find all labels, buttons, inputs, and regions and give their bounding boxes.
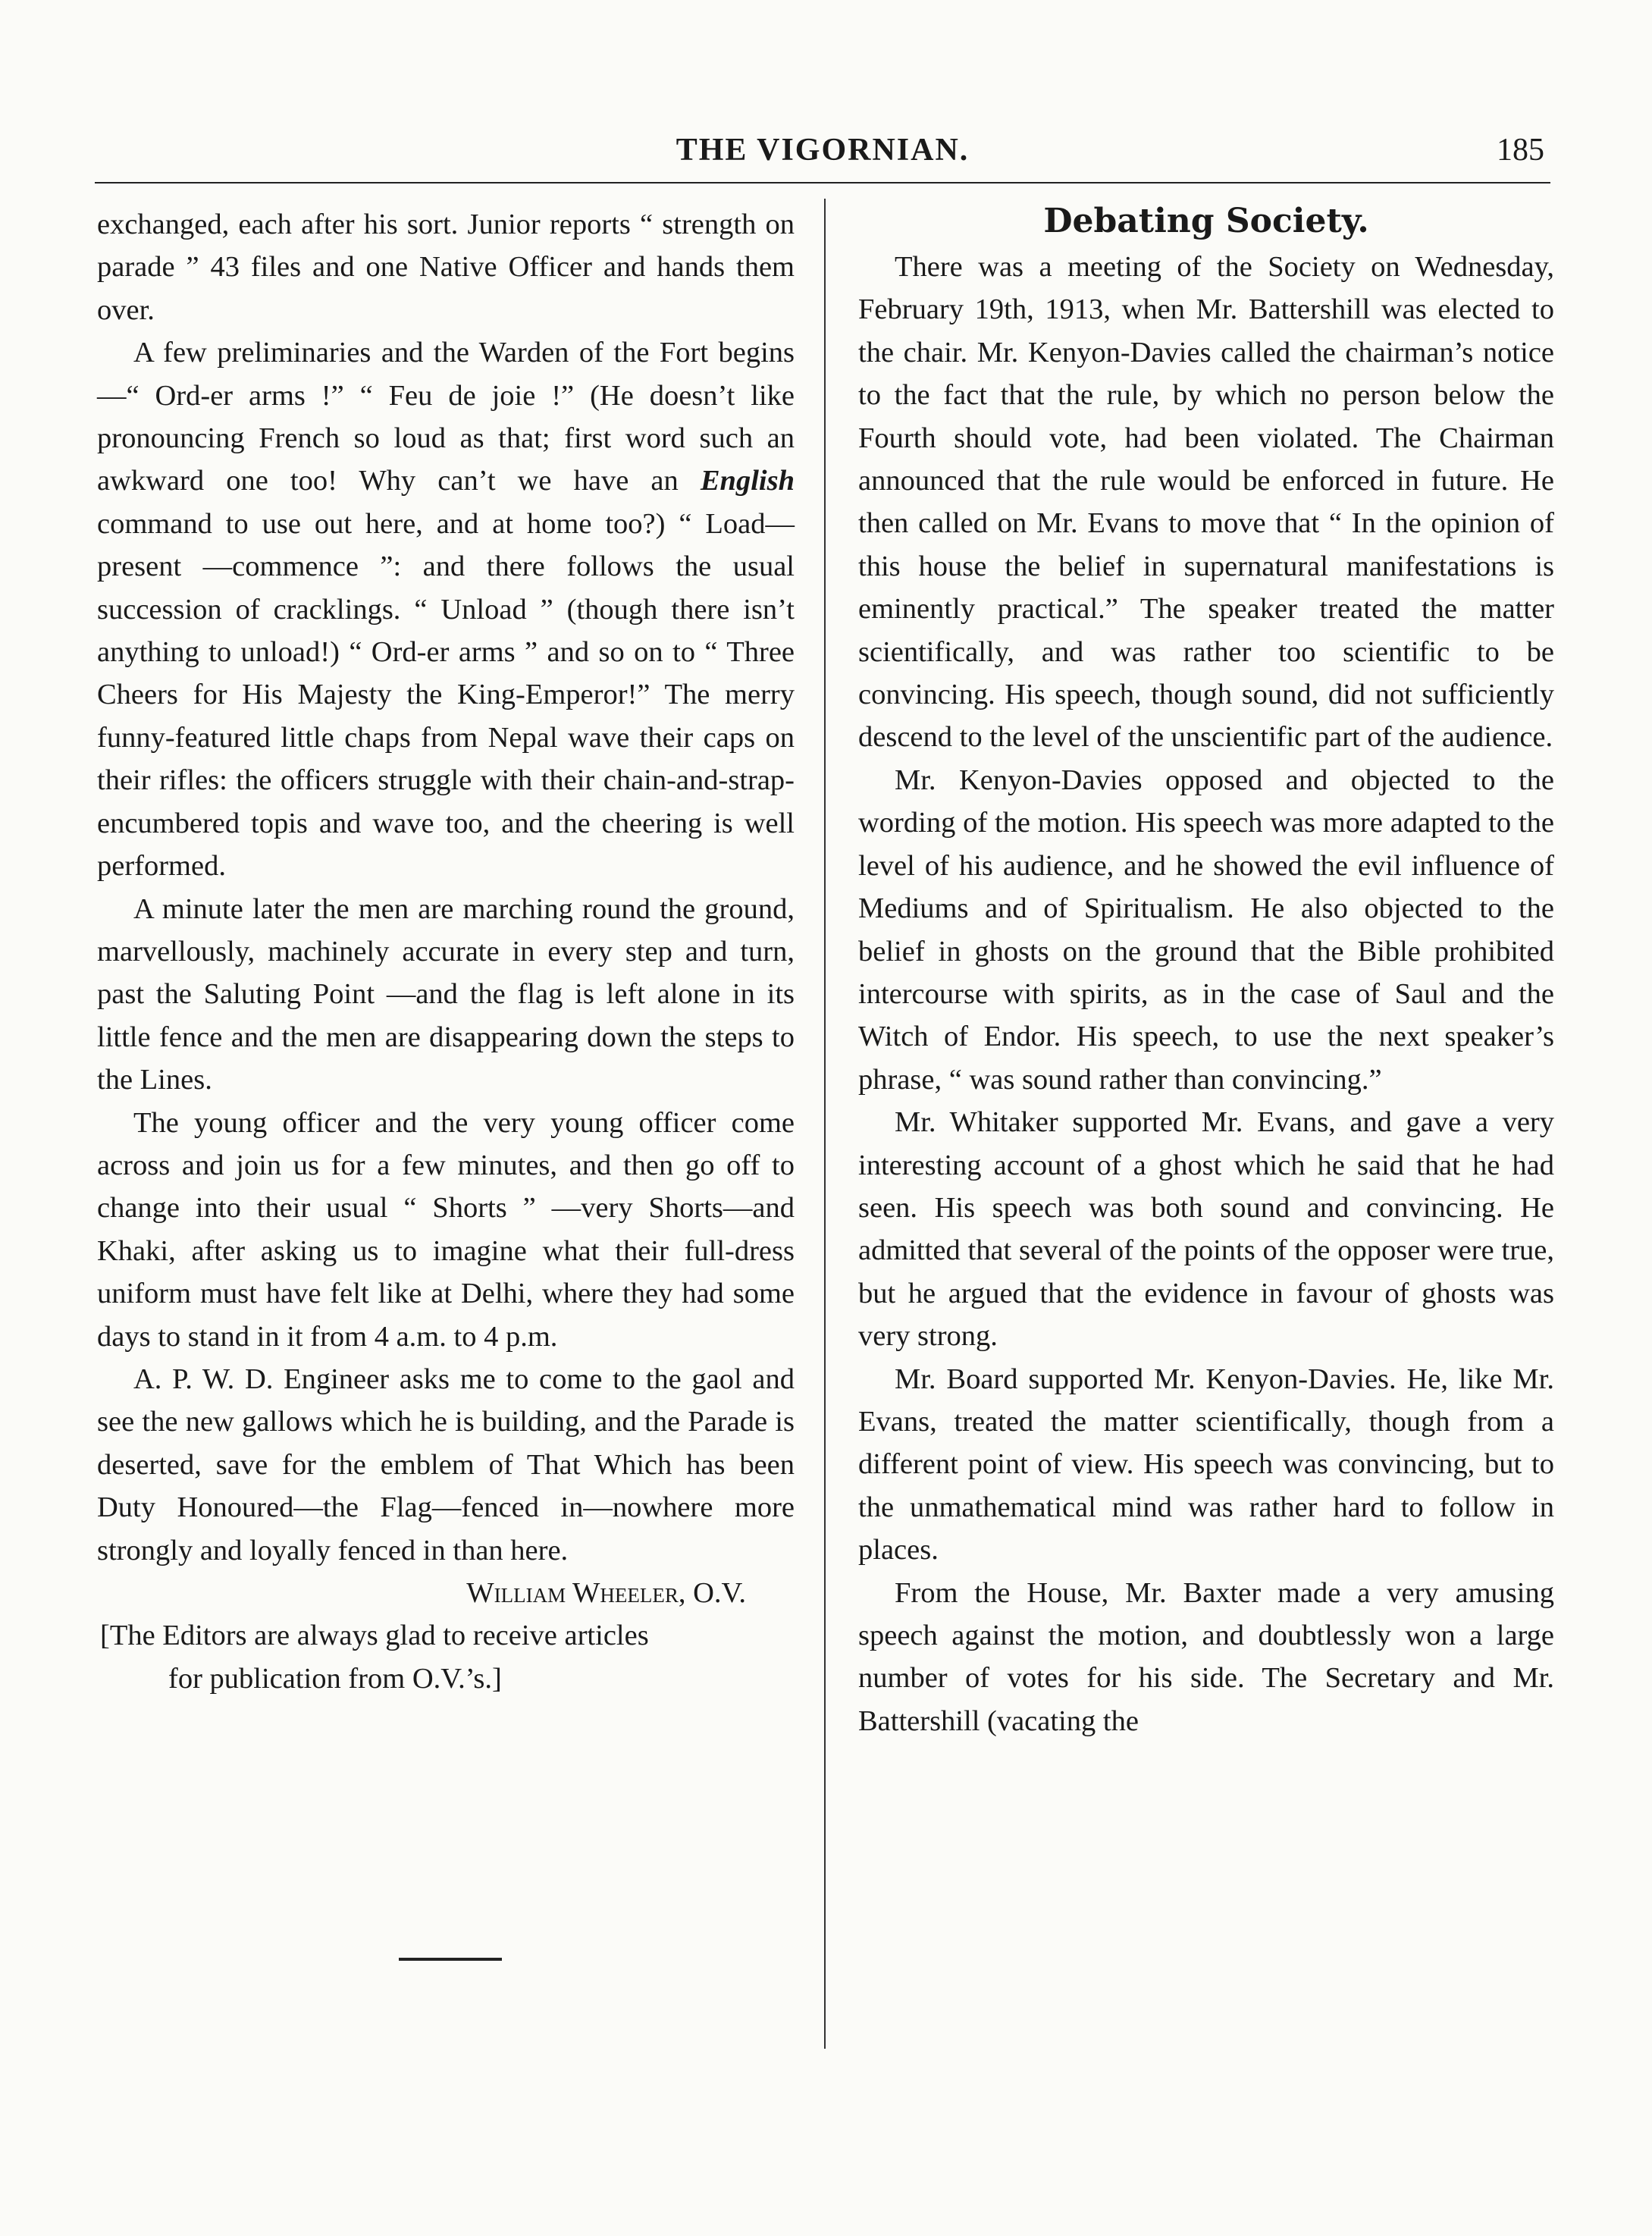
left-paragraph-1: exchanged, each after his sort. Junior reports “ strength on parade ” 43 files and one Native Officer and hands them over. — [97, 209, 795, 326]
left-paragraph-4: The young officer and the very young officer come across and join us for a few minutes, and then go off to change into their usual “ Shorts ” —very Shorts—and Khaki, after asking us to imagine what their full-dress uniform must have felt like at Delhi, where they had some days to stand in it from 4 a.m. to 4 p.m. — [97, 1106, 795, 1353]
right-paragraph-5: From the House, Mr. Baxter made a very amusing speech against the motion, and doubtlessly won a large number of votes for his side. The Secretary and Mr. Battershill (vacating the — [858, 1576, 1554, 1737]
right-paragraph-4: Mr. Board supported Mr. Kenyon-Davies. He, like Mr. Evans, treated the matter scientifically, though from a different point of view. His speech was convincing, but to the unmathematical mind was rather hard to follow in places. — [858, 1363, 1554, 1566]
right-paragraph-3: Mr. Whitaker supported Mr. Evans, and gave a very interesting account of a ghost which he said that he had seen. His speech was both sound and convincing. He admitted that several of the points of the opposer were true, but he argued that the evidence in favour of ghosts was very strong. — [858, 1106, 1554, 1353]
editors-note — [97, 1614, 795, 1700]
page-header — [95, 121, 1550, 183]
right-paragraph-2: Mr. Kenyon-Davies opposed and objected to the wording of the motion. His speech was more adapted to the level of his audience, and he showed the evil influence of Mediums and of Spiritualism. He also objected to the belief in ghosts on the ground that the Bible prohibited intercourse with spirits, as in the case of Saul and the Witch of Endor. His speech, to use the next speaker’s phrase, “ was sound rather than convincing.” — [858, 764, 1554, 1096]
editors-note-line-1: [The Editors are always glad to receive articles — [100, 1620, 649, 1652]
left-paragraph-2-text-a: A few preliminaries and the Warden of the Fort begins—“ Ord-er arms !” “ Feu de joie !” (He doesn’t like pronouncing French so loud as that; first word such an awkward one too! Why can’t we have an — [97, 337, 795, 497]
section-heading: Debating Society. — [1043, 202, 1369, 240]
left-paragraph-3: A minute later the men are marching round the ground, marvellously, machinely accurate in every step and turn, past the Saluting Point —and the flag is left alone in its little fence and the men are disappearing down the steps to the Lines. — [97, 892, 795, 1096]
left-paragraph-5: A. P. W. D. Engineer asks me to come to the gaol and see the new gallows which he is building, and the Parade is deserted, save for the emblem of That Which has been Duty Honoured—the Flag—fenced in—nowhere more strongly and loyally fenced in than here. — [97, 1363, 795, 1566]
right-column — [858, 199, 1554, 1742]
left-column — [97, 203, 795, 1700]
editors-note-line-2: for publication from O.V.’s.] — [168, 1662, 502, 1695]
left-paragraph-2-text-b: command to use out here, and at home too?) “ Load—present —commence ”: and there follows the usual succession of cracklings. “ Unload ” (though there isn’t anything to unload!) “ Ord-er arms ” and so on to “ Three Cheers for His Majesty the King-Emperor!” The merry funny-featured little chaps from Nepal wave their caps on their rifles: the officers struggle with their chain-and-strap-encumbered topis and wave too, and the cheering is well performed. — [97, 507, 795, 883]
page-number: 185 — [1497, 133, 1544, 168]
emphasized-word: English — [700, 465, 795, 497]
column-divider — [824, 199, 826, 2049]
author-signature: William Wheeler, O.V. — [466, 1577, 746, 1609]
running-title: THE VIGORNIAN. — [676, 133, 970, 168]
left-paragraph-2 — [97, 331, 795, 887]
right-paragraph-1: There was a meeting of the Society on Wednesday, February 19th, 1913, when Mr. Battershill was elected to the chair. Mr. Kenyon-Davies called the chairman’s notice to the fact that the rule, by which no person below the Fourth should vote, had been violated. The Chairman announced that the rule would be enforced in future. He then called on Mr. Evans to move that “ In the opinion of this house the belief in supernatural manifestations is eminently practical.” The speaker treated the matter scientifically, and was rather too scientific to be convincing. His speech, though sound, did not sufficiently descend to the level of the unscientific part of the audience. — [858, 251, 1554, 754]
section-end-rule — [399, 1958, 502, 1961]
